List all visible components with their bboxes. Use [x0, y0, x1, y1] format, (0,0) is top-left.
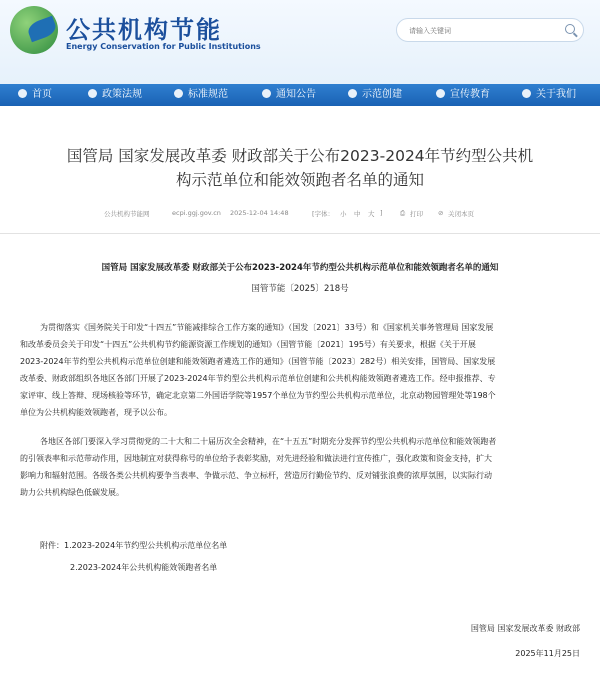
search-input[interactable] — [407, 22, 561, 40]
main-nav — [0, 84, 600, 106]
para1-line: 家评审、线上答辩、现场核验等环节，确定北京第二外国语学院等1957个单位为节约型公共机构示范单位，北京动物园管理处等198个 — [20, 391, 496, 400]
meta-date: 2025-12-04 14:48 — [230, 209, 289, 217]
para1-line: 和改革委员会关于印发“十四五”公共机构节约能源资源工作规划的通知》（国管节能〔2021〕195号）有关要求，根据《关于开展 — [20, 340, 476, 349]
nav-item-about[interactable] — [522, 84, 576, 106]
para2-line: 影响力和辐射范围。各级各类公共机构要争当表率、争做示范、争立标杆，营造厉行勤俭节约、反对铺张浪费的浓厚氛围，以实际行动 — [20, 471, 492, 480]
nav-label: 示范创建 — [362, 89, 402, 100]
standard-icon — [174, 89, 183, 98]
close-icon[interactable]: ⊘ — [438, 209, 444, 217]
font-medium-button[interactable]: 中 — [354, 210, 361, 218]
para1-line: 为贯彻落实《国务院关于印发“十四五”节能减排综合工作方案的通知》（国发〔2021〕33号）和《国家机关事务管理局 国家发展 — [40, 323, 494, 332]
about-icon — [522, 89, 531, 98]
leaf-icon — [26, 16, 58, 42]
close-page-button[interactable]: 关闭本页 — [448, 210, 474, 218]
article-title-line1: 国管局 国家发展改革委 财政部关于公布2023-2024年节约型公共机 — [66, 147, 534, 165]
attachment-link-1[interactable]: 附件：1.2023-2024年节约型公共机构示范单位名单 — [40, 541, 228, 550]
font-small-button[interactable]: 小 — [340, 210, 347, 218]
search-icon[interactable] — [565, 24, 575, 34]
para2-line: 助力公共机构绿色低碳发展。 — [20, 488, 124, 497]
para2-line: 的引领表率和示范带动作用，因地制宜对获得称号的单位给予表彰奖励，对先进经验和做法进行宣传推广，强化政策和资金支持，扩大 — [20, 454, 492, 463]
signature: 国管局 国家发展改革委 财政部 — [470, 624, 580, 633]
nav-item-notice[interactable] — [262, 84, 316, 106]
search-box[interactable] — [396, 18, 584, 42]
nav-item-education[interactable] — [436, 84, 490, 106]
sign-date: 2025年11月25日 — [515, 649, 580, 658]
doc-number: 国管节能〔2025〕218号 — [251, 284, 349, 294]
attachment-link-2[interactable]: 2.2023-2024年公共机构能效领跑者名单 — [70, 563, 218, 572]
nav-item-policy[interactable] — [88, 84, 142, 106]
nav-label: 标准规范 — [188, 89, 228, 100]
para1-line: 2023-2024年节约型公共机构示范单位创建和能效领跑者遴选工作的通知》（国管节能〔2023〕282号）相关安排，国管局、国家发展 — [20, 357, 496, 366]
nav-item-home[interactable] — [18, 84, 52, 106]
nav-label: 首页 — [32, 89, 52, 100]
nav-item-standard[interactable] — [174, 84, 228, 106]
home-icon — [18, 89, 27, 98]
nav-label: 通知公告 — [276, 89, 316, 100]
font-large-button[interactable]: 大 — [368, 210, 375, 218]
site-title[interactable]: 公共机构节能 — [66, 16, 222, 44]
article-title-line2: 构示范单位和能效领跑者名单的通知 — [175, 171, 424, 189]
meta-url: ecpi.ggj.gov.cn — [172, 209, 221, 217]
nav-label: 宣传教育 — [450, 89, 490, 100]
site-header — [0, 0, 600, 84]
meta-font-label: [字体： — [312, 210, 335, 218]
meta-font-close: ] — [380, 209, 383, 217]
notice-icon — [262, 89, 271, 98]
meta-source: 公共机构节能网 — [104, 210, 150, 218]
demo-icon — [348, 89, 357, 98]
para2-line: 各地区各部门要深入学习贯彻党的二十大和二十届历次全会精神，在“十五五”时期充分发挥节约型公共机构示范单位和能效领跑者 — [40, 437, 497, 446]
nav-item-demo[interactable] — [348, 84, 402, 106]
divider — [0, 233, 600, 234]
site-subtitle: Energy Conservation for Public Institutions — [66, 42, 261, 51]
doc-subtitle: 国管局 国家发展改革委 财政部关于公布2023-2024年节约型公共机构示范单位和能效领跑者名单的通知 — [101, 263, 499, 273]
site-logo-icon[interactable] — [10, 6, 58, 54]
nav-label: 关于我们 — [536, 89, 576, 100]
para1-line: 改革委、财政部组织各地区各部门开展了2023-2024年节约型公共机构示范单位创建和公共机构能效领跑者遴选工作。经申报推荐、专 — [20, 374, 496, 383]
print-icon[interactable]: ⎙ — [400, 209, 406, 217]
policy-icon — [88, 89, 97, 98]
para1-line: 单位为公共机构能效领跑者，现予以公布。 — [20, 408, 172, 417]
print-button[interactable]: 打印 — [410, 210, 423, 218]
education-icon — [436, 89, 445, 98]
nav-label: 政策法规 — [102, 89, 142, 100]
